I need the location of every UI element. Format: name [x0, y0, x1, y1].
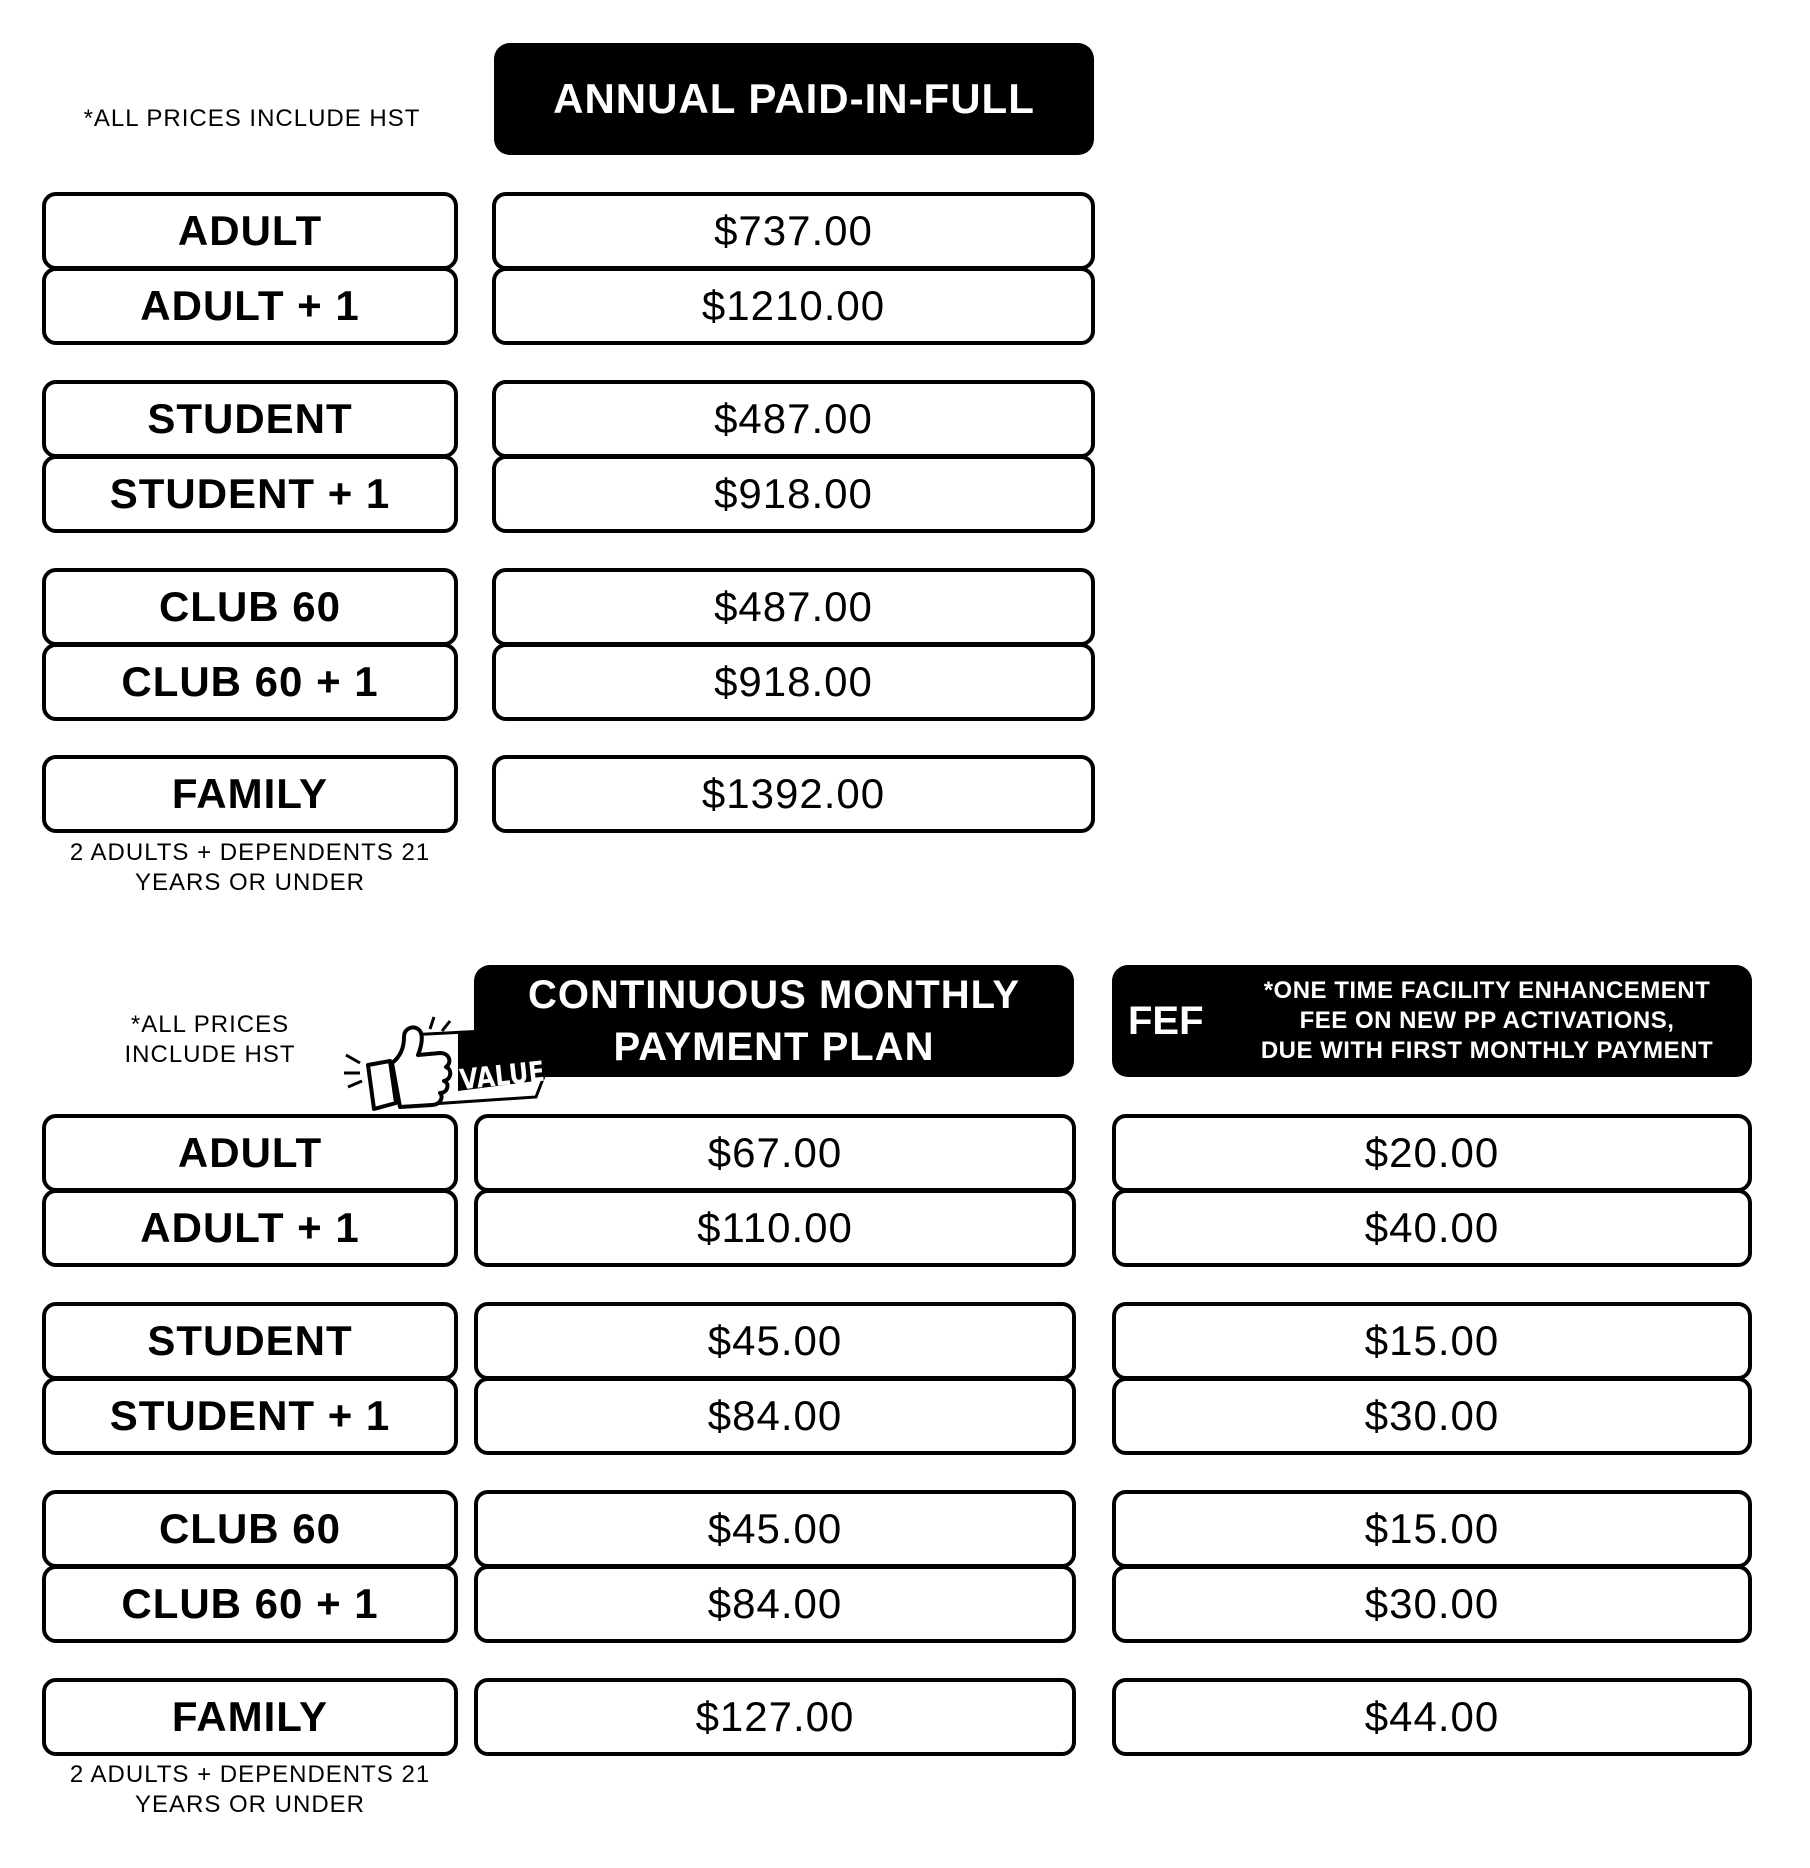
monthly-family-note-line1: 2 ADULTS + DEPENDENTS 21 [69, 1761, 431, 1788]
monthly-price-club-60-plus-1: $84.00 [474, 1565, 1076, 1643]
annual-price-adult: $737.00 [492, 192, 1095, 270]
monthly-price-adult-plus-1: $110.00 [474, 1189, 1076, 1267]
monthly-label-adult: ADULT [42, 1114, 458, 1192]
badge-best-text: BEST [467, 1034, 521, 1061]
monthly-price-student-plus-1: $84.00 [474, 1377, 1076, 1455]
monthly-family-note [42, 1760, 458, 1820]
annual-family-note-line2: YEARS OR UNDER [134, 869, 366, 896]
annual-price-family: $1392.00 [492, 755, 1095, 833]
annual-label-adult: ADULT [42, 192, 458, 270]
annual-hst-note: *ALL PRICES INCLUDE HST [83, 105, 421, 132]
annual-price-student-plus-1: $918.00 [492, 455, 1095, 533]
annual-label-club-60: CLUB 60 [42, 568, 458, 646]
monthly-header-line2: PAYMENT PLAN [613, 1025, 935, 1069]
annual-family-note-line1: 2 ADULTS + DEPENDENTS 21 [69, 839, 431, 866]
annual-family-note [42, 838, 458, 898]
fef-note-line3: DUE WITH FIRST MONTHLY PAYMENT [1260, 1037, 1714, 1064]
fef-price-family: $44.00 [1112, 1678, 1752, 1756]
fef-note [1238, 976, 1752, 1066]
monthly-label-student: STUDENT [42, 1302, 458, 1380]
fef-header [1112, 965, 1752, 1077]
monthly-header-line1: CONTINUOUS MONTHLY [527, 973, 1021, 1017]
annual-price-adult-plus-1: $1210.00 [492, 267, 1095, 345]
annual-label-student-plus-1: STUDENT + 1 [42, 455, 458, 533]
fef-price-adult-plus-1: $40.00 [1112, 1189, 1752, 1267]
annual-price-club-60: $487.00 [492, 568, 1095, 646]
monthly-price-adult: $67.00 [474, 1114, 1076, 1192]
monthly-family-note-line2: YEARS OR UNDER [134, 1791, 366, 1818]
monthly-price-family: $127.00 [474, 1678, 1076, 1756]
monthly-label-club-60-plus-1: CLUB 60 + 1 [42, 1565, 458, 1643]
badge-value-text: VALUE [458, 1054, 547, 1097]
annual-header-text: ANNUAL PAID-IN-FULL [553, 75, 1035, 122]
monthly-label-family: FAMILY [42, 1678, 458, 1756]
fef-price-adult: $20.00 [1112, 1114, 1752, 1192]
fef-price-student: $15.00 [1112, 1302, 1752, 1380]
annual-label-club-60-plus-1: CLUB 60 + 1 [42, 643, 458, 721]
monthly-price-student: $45.00 [474, 1302, 1076, 1380]
annual-header [494, 43, 1094, 155]
fef-price-student-plus-1: $30.00 [1112, 1377, 1752, 1455]
annual-label-family: FAMILY [42, 755, 458, 833]
monthly-label-student-plus-1: STUDENT + 1 [42, 1377, 458, 1455]
monthly-hst-note-line1: *ALL PRICES [130, 1011, 290, 1038]
fef-price-club-60-plus-1: $30.00 [1112, 1565, 1752, 1643]
fef-note-line1: *ONE TIME FACILITY ENHANCEMENT [1263, 977, 1711, 1004]
fef-title: FEF [1128, 998, 1204, 1043]
monthly-hst-note-line2: INCLUDE HST [124, 1041, 296, 1068]
monthly-label-club-60: CLUB 60 [42, 1490, 458, 1568]
monthly-hst-note [100, 1010, 320, 1070]
monthly-price-club-60: $45.00 [474, 1490, 1076, 1568]
annual-price-student: $487.00 [492, 380, 1095, 458]
fef-price-club-60: $15.00 [1112, 1490, 1752, 1568]
best-value-badge [338, 1005, 568, 1117]
annual-price-club-60-plus-1: $918.00 [492, 643, 1095, 721]
fef-note-line2: FEE ON NEW PP ACTIVATIONS, [1299, 1007, 1675, 1034]
annual-label-student: STUDENT [42, 380, 458, 458]
monthly-label-adult-plus-1: ADULT + 1 [42, 1189, 458, 1267]
annual-label-adult-plus-1: ADULT + 1 [42, 267, 458, 345]
